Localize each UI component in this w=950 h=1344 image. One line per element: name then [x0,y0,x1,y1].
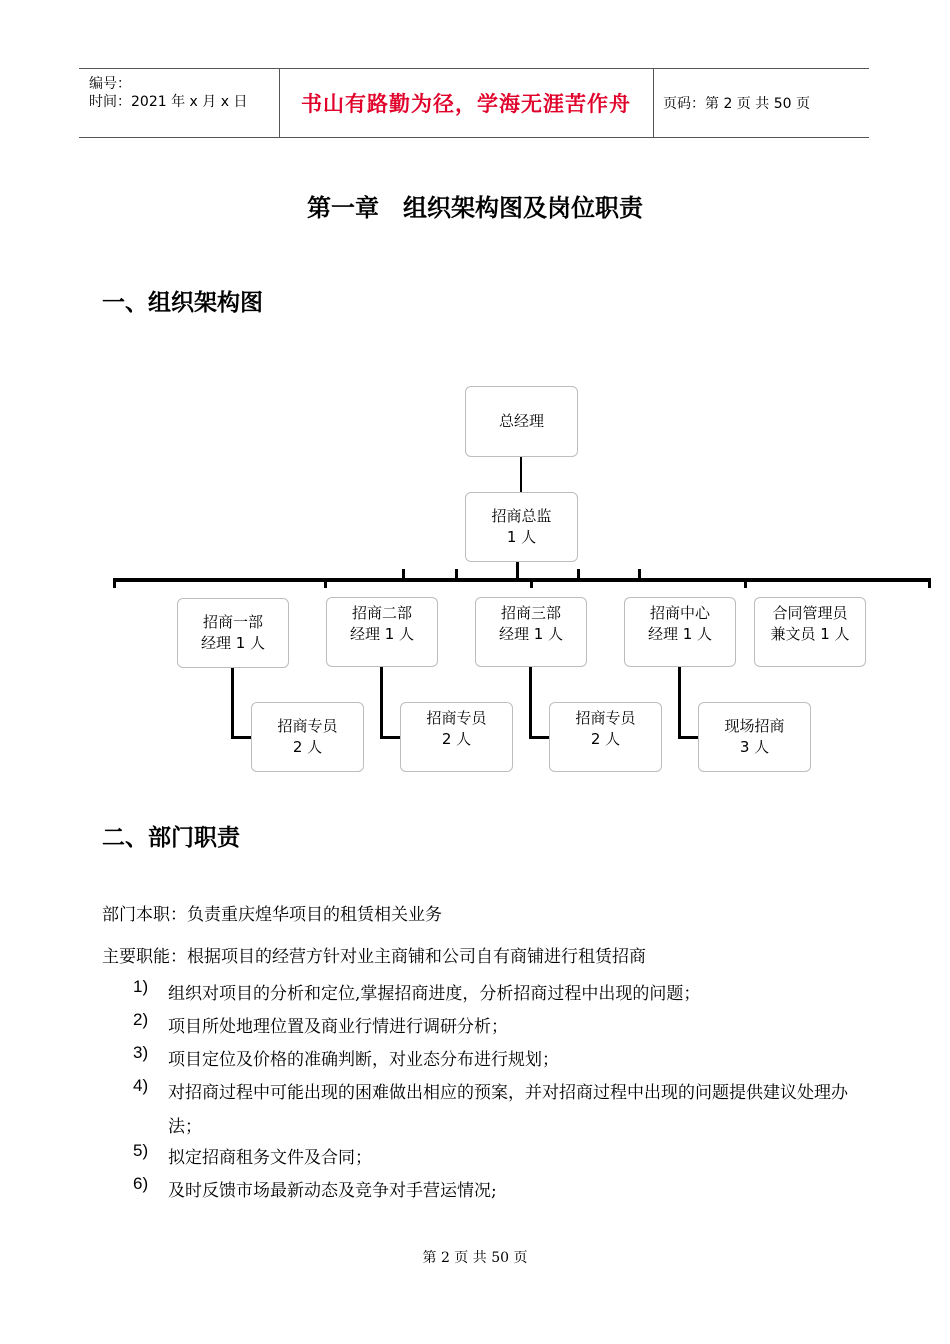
connector-line [455,569,458,579]
node-count: 1 人 [506,528,537,546]
number-label: 编号： [89,76,131,92]
header-page-info: 页码：第 2 页 共 50 页 [663,96,810,112]
node-label: 总经理 [498,412,544,430]
node-label: 招商专员 [575,709,636,727]
node-count: 2 人 [590,730,621,748]
node-count: 兼文员 1 人 [770,625,850,643]
list-number: 4) [133,1076,149,1095]
connector-line [530,580,533,588]
header-divider [653,69,654,137]
page-header [79,68,869,138]
connector-line [744,580,747,588]
header-meta [79,69,279,137]
connector-line [231,736,252,739]
node-label: 招商二部 [351,604,412,622]
node-label: 招商三部 [500,604,561,622]
dept-duty-text: 部门本职：负责重庆煌华项目的租赁相关业务 [102,905,442,925]
node-count: 2 人 [292,738,323,756]
section-title: 一、组织架构图 [102,290,263,316]
list-text: 项目所处地理位置及商业行情进行调研分析； [168,1017,508,1037]
org-node-department-4 [624,597,736,667]
list-number: 3) [133,1043,149,1062]
header-motto: 书山有路勤为径，学海无涯苦作舟 [301,92,631,116]
org-node-staff-2 [400,702,513,772]
node-count: 经理 1 人 [200,634,266,652]
node-count: 经理 1 人 [647,625,713,643]
node-label: 招商专员 [277,717,338,735]
connector-line [402,569,405,579]
connector-line [380,667,383,739]
main-duty-text: 主要职能：根据项目的经营方针对业主商铺和公司自有商铺进行租赁招商 [102,947,646,967]
list-number: 6) [133,1174,149,1193]
org-node-contract-admin [754,597,866,667]
list-number: 5) [133,1141,149,1160]
connector-line [529,667,532,739]
org-node-department-2 [326,597,438,667]
node-count: 2 人 [441,730,472,748]
time-label: 时间：2021 年 x 月 x 日 [89,94,248,110]
org-node-staff-4 [698,702,811,772]
connector-line [678,667,681,739]
list-text: 对招商过程中可能出现的困难做出相应的预案，并对招商过程中出现的问题提供建议处理办法； [168,1083,848,1137]
org-node-staff-1 [251,702,364,772]
org-node-general-manager [465,386,578,457]
list-text: 拟定招商租务文件及合同； [168,1148,372,1168]
connector-line [678,736,699,739]
node-label: 招商中心 [649,604,710,622]
node-label: 招商一部 [202,613,263,631]
connector-line [231,667,234,739]
list-number: 2) [133,1010,149,1029]
node-count: 经理 1 人 [349,625,415,643]
chapter-title: 第一章 组织架构图及岗位职责 [307,194,643,222]
connector-line [113,578,931,582]
connector-line [520,456,522,493]
connector-line [113,578,116,588]
node-label: 招商专员 [426,709,487,727]
connector-line [577,569,580,579]
connector-line [380,736,401,739]
connector-line [324,580,327,588]
list-text: 及时反馈市场最新动态及竞争对手营运情况; [168,1181,497,1201]
list-text: 组织对项目的分析和定位,掌握招商进度，分析招商过程中出现的问题； [168,984,701,1004]
node-label: 招商总监 [491,507,552,525]
node-label: 合同管理员 [772,604,848,622]
node-label: 现场招商 [724,717,785,735]
org-node-staff-3 [549,702,662,772]
connector-line [638,569,641,579]
org-node-department-1 [177,598,289,668]
node-count: 经理 1 人 [498,625,564,643]
org-node-director [465,492,578,562]
list-number: 1) [133,977,149,996]
list-text: 项目定位及价格的准确判断，对业态分布进行规划； [168,1050,559,1070]
node-count: 3 人 [739,738,770,756]
page-footer: 第 2 页 共 50 页 [422,1250,528,1266]
org-node-department-3 [475,597,587,667]
connector-line [516,562,519,579]
connector-line [529,736,550,739]
connector-line [928,578,931,588]
section-title: 二、部门职责 [102,825,240,851]
